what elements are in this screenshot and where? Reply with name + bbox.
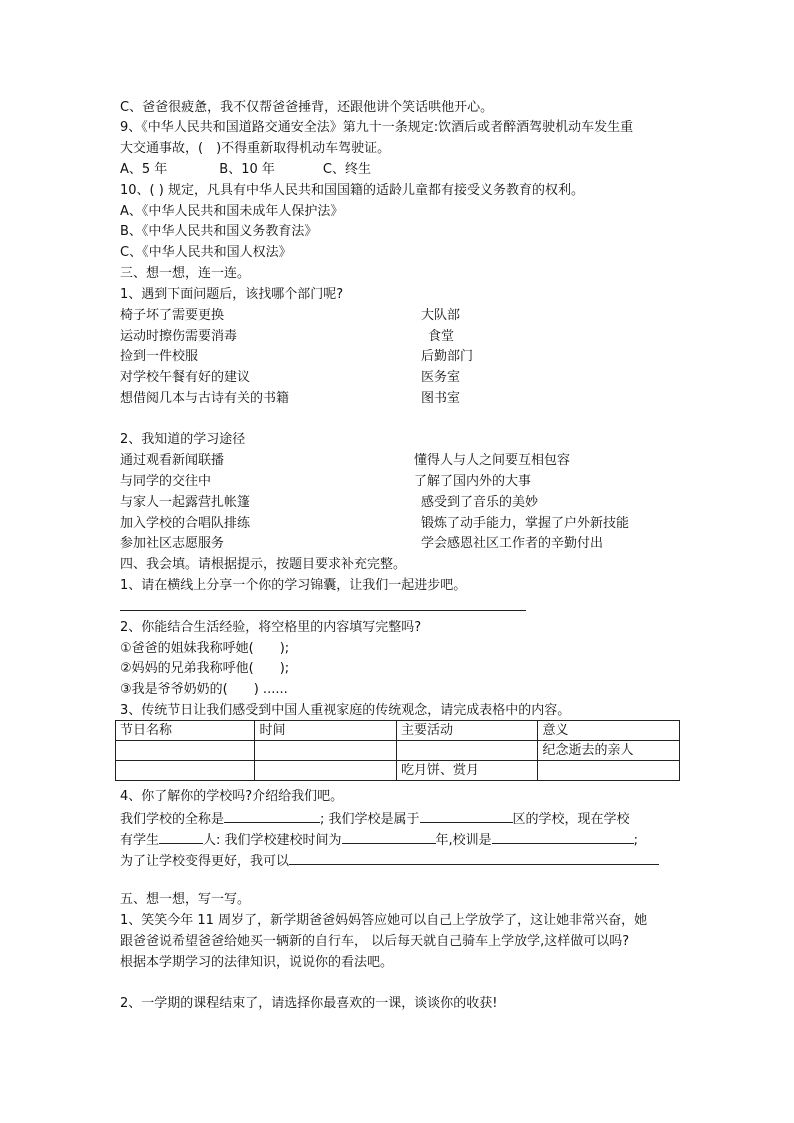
table-cell[interactable] (255, 761, 396, 781)
table-header: 主要活动 (396, 721, 538, 741)
table-cell[interactable] (396, 741, 538, 761)
s4-q2-item: ②妈妈的兄弟我称呼他( ); (120, 661, 290, 676)
s5-q1-line3: 根据本学期学习的法律知识，说说你的看法吧。 (120, 955, 394, 970)
s5-q1-line1: 1、笑笑今年 11 周岁了，新学期爸爸妈妈答应她可以自己上学放学了，这让她非常兴奋，她 (120, 913, 648, 928)
s4-q4-prompt: 4、你了解你的学校吗?介绍给我们吧。 (120, 789, 344, 804)
s3-q2-right-item: 感受到了音乐的美妙 (421, 495, 539, 510)
s3-q2-left-item: 加入学校的合唱队排练 (120, 516, 251, 531)
student-count-blank[interactable] (159, 830, 203, 844)
school-name-blank[interactable] (224, 809, 320, 823)
s3-q1-left-item: 想借阅几本与古诗有关的书籍 (120, 391, 290, 406)
table-cell[interactable] (116, 741, 255, 761)
s5-q2-prompt: 2、一学期的课程结束了，请选择你最喜欢的一课，谈谈你的收获! (120, 996, 498, 1011)
table-row (116, 761, 680, 781)
s3-q1-right-item: 医务室 (421, 370, 461, 385)
table-cell: 吃月饼、赏月 (396, 761, 538, 781)
q9-stem-line1: 9、《中华人民共和国道路交通安全法》第九十一条规定:饮酒后或者醉酒驾驶机动车发生重 (120, 120, 634, 135)
table-cell[interactable] (116, 761, 255, 781)
s4-q2-item: ①爸爸的姐妹我称呼她( ); (120, 641, 290, 656)
s3-q2-left-item: 与家人一起露营扎帐篷 (120, 495, 251, 510)
s4-q3-prompt: 3、传统节日让我们感受到中国人重视家庭的传统观念，请完成表格中的内容。 (120, 703, 571, 718)
s4-q4-line1 (120, 809, 630, 829)
motto-blank[interactable] (492, 830, 634, 844)
motto-end: ; (633, 833, 639, 848)
q9-option-b: B、10 年 (219, 162, 275, 177)
q9-option-c: C、终生 (322, 162, 371, 177)
s4-q1-answer-line[interactable] (120, 610, 526, 611)
section5-title: 五、想一想，写一写。 (120, 892, 251, 907)
s3-q2-left-item: 与同学的交往中 (120, 474, 212, 489)
school-district-suffix: 区的学校，现在学校 (512, 812, 630, 827)
s4-q2-prompt: 2、你能结合生活经验，将空格里的内容填写完整吗? (120, 620, 422, 635)
s4-q4-line3 (120, 851, 659, 871)
s3-q1-left-item: 椅子坏了需要更换 (120, 308, 225, 323)
table-header-row (116, 721, 680, 741)
school-name-label: 我们学校的全称是 (120, 812, 225, 827)
s3-q2-prompt: 2、我知道的学习途径 (120, 432, 246, 447)
s3-q2-right-item: 学会感恩社区工作者的辛勤付出 (421, 536, 604, 551)
q9-stem-line2: 大交通事故，( )不得重新取得机动车驾驶证。 (120, 141, 391, 156)
s3-q1-left-item: 对学校午餐有好的建议 (120, 370, 251, 385)
s4-q2-item: ③我是爷爷奶奶的( ) ...... (120, 682, 288, 697)
q10-option-c: C、《中华人民共和国人权法》 (120, 245, 292, 260)
s3-q2-right-item: 懂得人与人之间要互相包容 (414, 453, 571, 468)
improve-school-label: 为了让学校变得更好，我可以 (120, 854, 290, 869)
student-count-label: 有学生 (120, 833, 160, 848)
table-cell[interactable] (538, 761, 680, 781)
s3-q1-right-item: 图书室 (421, 391, 461, 406)
s3-q1-right-item: 后勤部门 (421, 349, 474, 364)
s5-q1-line2: 跟爸爸说希望爸爸给她买一辆新的自行车， 以后每天就自己骑车上学放学,这样做可以吗? (120, 934, 630, 949)
q8-option-c: C、爸爸很疲惫，我不仅帮爸爸捶背，还跟他讲个笑话哄他开心。 (120, 100, 494, 115)
section4-title: 四、我会填。请根据提示，按题目要求补充完整。 (120, 557, 407, 572)
founding-year-blank[interactable] (342, 830, 436, 844)
s3-q2-left-item: 通过观看新闻联播 (120, 453, 225, 468)
improve-school-blank[interactable] (289, 851, 659, 865)
table-row (116, 741, 680, 761)
section3-title: 三、想一想，连一连。 (120, 266, 251, 281)
table-header: 时间 (255, 721, 396, 741)
table-header: 意义 (538, 721, 680, 741)
q9-option-a: A、5 年 (120, 162, 168, 177)
s3-q2-right-item: 了解了国内外的大事 (414, 474, 532, 489)
q10-option-b: B、《中华人民共和国义务教育法》 (120, 224, 318, 239)
s3-q2-left-item: 参加社区志愿服务 (120, 536, 225, 551)
s3-q1-right-item: 食堂 (428, 329, 455, 344)
q10-option-a: A、《中华人民共和国未成年人保护法》 (120, 204, 344, 219)
s4-q4-line2 (120, 830, 638, 850)
s4-q1-prompt: 1、请在横线上分享一个你的学习锦囊，让我们一起进步吧。 (120, 578, 467, 593)
s3-q1-left-item: 捡到一件校服 (120, 349, 199, 364)
school-district-blank[interactable] (420, 809, 513, 823)
s3-q1-prompt: 1、遇到下面问题后，该找哪个部门呢? (120, 287, 344, 302)
founding-year-label: 人: 我们学校建校时间为 (203, 833, 342, 848)
table-cell: 纪念逝去的亲人 (538, 741, 680, 761)
s3-q1-right-item: 大队部 (421, 308, 461, 323)
school-district-label: ; 我们学校是属于 (320, 812, 420, 827)
s3-q2-right-item: 锻炼了动手能力，掌握了户外新技能 (421, 516, 630, 531)
s3-q1-left-item: 运动时擦伤需要消毒 (120, 329, 238, 344)
motto-label: 年,校训是 (435, 833, 492, 848)
q10-stem: 10、( ) 规定，凡具有中华人民共和国国籍的适龄儿童都有接受义务教育的权利。 (120, 183, 584, 198)
table-header: 节日名称 (116, 721, 255, 741)
festival-table (115, 720, 680, 781)
q9-options (120, 161, 371, 179)
table-cell[interactable] (255, 741, 396, 761)
